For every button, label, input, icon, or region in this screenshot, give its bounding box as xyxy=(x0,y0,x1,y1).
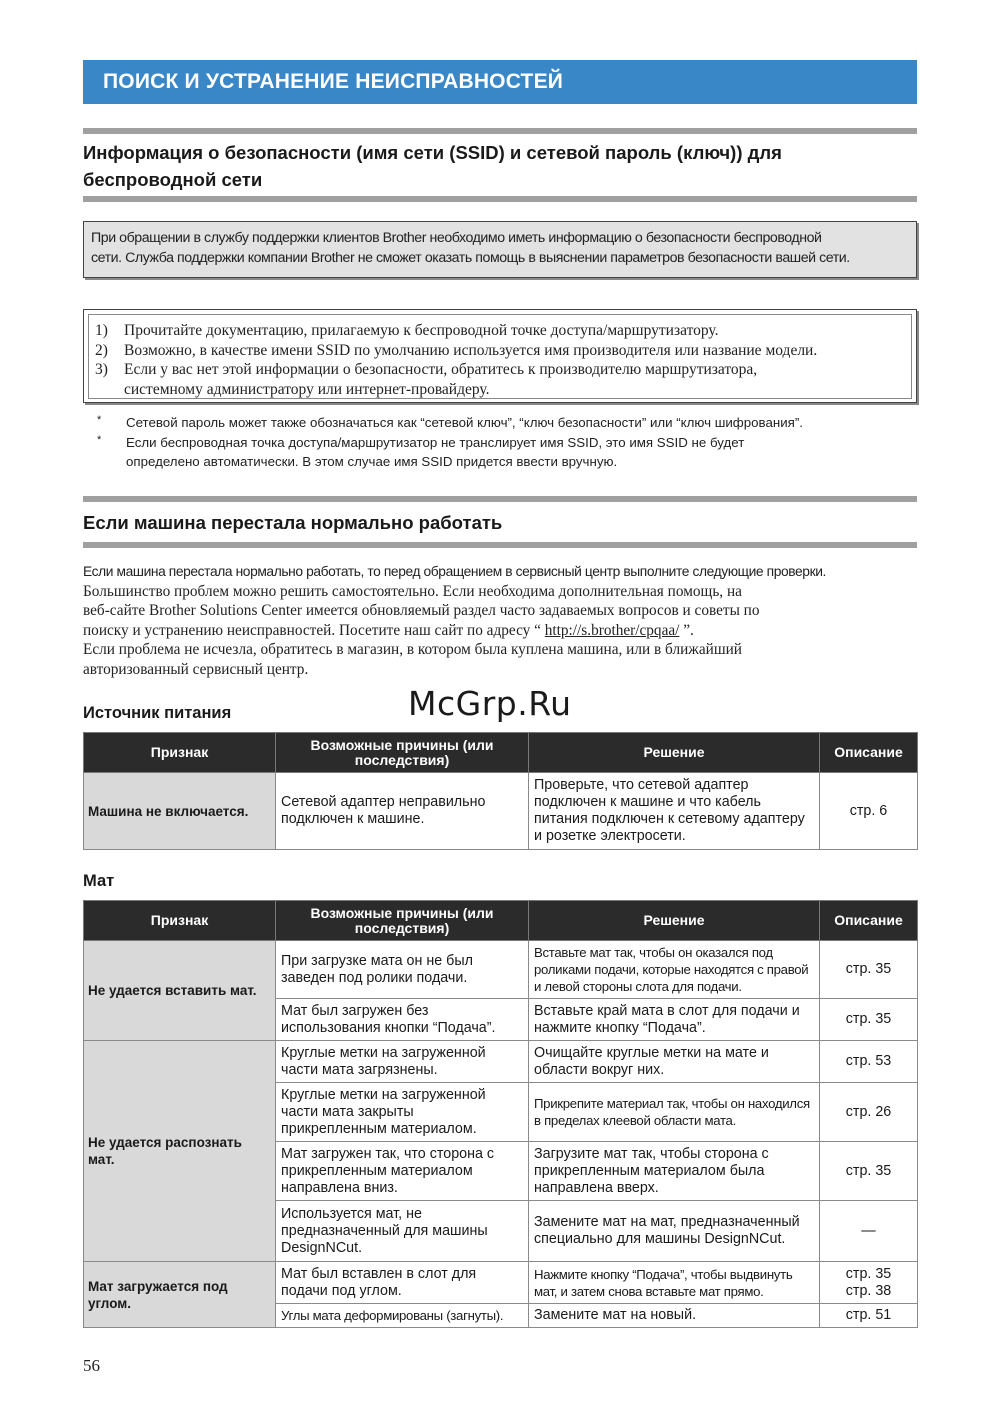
solution-cell: Прикрепите материал так, чтобы он находился в пределах клеевой области мата. xyxy=(529,1083,820,1142)
cause-cell: Углы мата деформированы (загнуты). xyxy=(276,1304,529,1328)
cause-cell: Круглые метки на загруженной части мата закрыты прикрепленным материалом. xyxy=(276,1083,529,1142)
ref-cell: стр. 26 xyxy=(820,1083,918,1142)
solution-cell: Замените мат на мат, предназначенный специально для машины DesignNCut. xyxy=(529,1201,820,1262)
cause-cell: Используется мат, не предназначенный для машины DesignNCut. xyxy=(276,1201,529,1262)
table-row xyxy=(84,941,918,999)
footnote-text: Если беспроводная точка доступа/маршрутизатор не транслирует имя SSID, это имя SSID не будет xyxy=(126,435,745,450)
mat-heading: Мат xyxy=(83,872,115,890)
header-ref: Описание xyxy=(820,733,918,773)
heading-rule-bottom xyxy=(83,196,917,202)
cause-cell: Круглые метки на загруженной части мата загрязнены. xyxy=(276,1041,529,1083)
heading-rule-top xyxy=(83,496,917,502)
cause-cell: Мат был загружен без использования кнопки “Подача”. xyxy=(276,999,529,1041)
banner-title: ПОИСК И УСТРАНЕНИЕ НЕИСПРАВНОСТЕЙ xyxy=(103,70,564,93)
ref-line: стр. 35 xyxy=(845,1265,892,1282)
header-symptom: Признак xyxy=(84,901,276,941)
cause-cell: При загрузке мата он не был заведен под ролики подачи. xyxy=(276,941,529,999)
ref-cell: стр. 6 xyxy=(820,773,918,850)
step-text: Возможно, в качестве имени SSID по умолчанию используется имя производителя или название модели. xyxy=(124,341,818,359)
body-text: поиску и устранению неисправностей. Посетите наш сайт по адресу “ xyxy=(83,621,545,639)
step-text: системному администратору или интернет-провайдеру. xyxy=(124,380,490,398)
header-cause: Возможные причины (или последствия) xyxy=(276,901,529,941)
support-notice-text xyxy=(91,228,913,268)
power-table xyxy=(83,732,918,850)
body-line: веб-сайте Brother Solutions Center имеется обновляемый раздел часто задаваемых вопросов и советы по xyxy=(83,602,760,620)
solution-cell: Вставьте край мата в слот для подачи и нажмите кнопку “Подача”. xyxy=(529,999,820,1041)
ref-cell: стр. 35 xyxy=(820,941,918,999)
cause-cell: Сетевой адаптер неправильно подключен к машине. xyxy=(276,773,529,850)
header-ref: Описание xyxy=(820,901,918,941)
ref-cell: стр. 35 xyxy=(820,1142,918,1201)
body-text: ”. xyxy=(679,621,694,639)
cause-cell: Мат загружен так, что сторона с прикрепленным материалом направлена вниз. xyxy=(276,1142,529,1201)
table-header-row xyxy=(84,901,918,941)
ref-cell: стр. 35 xyxy=(820,999,918,1041)
body-line: Если проблема не исчезла, обратитесь в магазин, в котором была куплена машина, или в ближайший xyxy=(83,641,742,659)
heading-rule-top xyxy=(83,128,917,134)
header-solution: Решение xyxy=(529,901,820,941)
support-notice-box xyxy=(83,221,917,278)
ref-line: стр. 38 xyxy=(845,1282,892,1299)
security-heading-line1: Информация о безопасности (имя сети (SSID) и сетевой пароль (ключ)) для xyxy=(83,142,782,163)
solution-cell: Загрузите мат так, чтобы сторона с прикрепленным материалом была направлена вверх. xyxy=(529,1142,820,1201)
table-header-row xyxy=(84,733,918,773)
step-number: 3) xyxy=(95,361,108,378)
symptom-cell: Машина не включается. xyxy=(84,773,276,850)
mat-table xyxy=(83,900,918,1328)
solution-cell: Нажмите кнопку “Подача”, чтобы выдвинуть мат, и затем снова вставьте мат прямо. xyxy=(529,1262,820,1304)
body-line: авторизованный сервисный центр. xyxy=(83,660,309,678)
header-solution: Решение xyxy=(529,733,820,773)
solution-cell: Проверьте, что сетевой адаптер подключен к машине и что кабель питания подключен к сетевому адаптеру и розетке электросети. xyxy=(529,773,820,850)
page-number: 56 xyxy=(83,1356,100,1375)
support-site-link[interactable]: http://s.brother/cpqaa/ xyxy=(544,621,680,639)
symptom-cell: Мат загружается под углом. xyxy=(84,1262,276,1328)
symptom-cell: Не удается распознать мат. xyxy=(84,1041,276,1262)
solution-cell: Очищайте круглые метки на мате и области вокруг них. xyxy=(529,1041,820,1083)
body-line-with-link xyxy=(83,621,917,641)
footnote-text: Сетевой пароль может также обозначаться как “сетевой ключ”, “ключ безопасности” или “ключ шифрования”. xyxy=(126,415,803,430)
table-row xyxy=(84,1041,918,1083)
steps-box xyxy=(83,309,917,403)
step-number: 2) xyxy=(95,341,108,359)
step-text: Если у вас нет этой информации о безопасности, обратитесь к производителю маршрутизатора, xyxy=(124,361,758,378)
header-symptom: Признак xyxy=(84,733,276,773)
section-banner xyxy=(83,60,917,104)
solution-cell: Замените мат на новый. xyxy=(529,1304,820,1328)
ref-cell: — xyxy=(820,1201,918,1262)
asterisk-icon: * xyxy=(97,434,102,446)
table-row xyxy=(84,1262,918,1304)
malfunction-heading: Если машина перестала нормально работать xyxy=(83,512,503,533)
steps-inner-frame xyxy=(88,314,912,399)
body-line: Большинство проблем можно решить самостоятельно. Если необходима дополнительная помощь, на xyxy=(83,582,742,600)
body-line: Если машина перестала нормально работать, то перед обращением в сервисный центр выполните следующие проверки. xyxy=(83,564,826,579)
security-heading xyxy=(83,139,782,193)
ref-cell: стр. 51 xyxy=(820,1304,918,1328)
symptom-cell: Не удается вставить мат. xyxy=(84,941,276,1041)
power-heading: Источник питания xyxy=(83,704,232,722)
malfunction-body xyxy=(83,562,917,680)
ref-cell xyxy=(820,1262,918,1304)
solution-cell: Вставьте мат так, чтобы он оказался под роликами подачи, которые находятся с правой и левой стороны слота для подачи. xyxy=(529,941,820,999)
step-number: 1) xyxy=(95,322,108,339)
notice-line2: сети. Служба поддержки компании Brother не сможет оказать помощь в выяснении параметров безопасности вашей сети. xyxy=(91,250,850,266)
asterisk-icon: * xyxy=(97,414,102,426)
security-heading-line2: беспроводной сети xyxy=(83,169,263,190)
cause-cell: Мат был вставлен в слот для подачи под углом. xyxy=(276,1262,529,1304)
header-cause: Возможные причины (или последствия) xyxy=(276,733,529,773)
footnote-text: определено автоматически. В этом случае имя SSID придется ввести вручную. xyxy=(126,454,618,469)
heading-rule-bottom xyxy=(83,542,917,548)
step-text: Прочитайте документацию, прилагаемую к беспроводной точке доступа/маршрутизатору. xyxy=(124,322,719,339)
table-row xyxy=(84,773,918,850)
ref-cell: стр. 53 xyxy=(820,1041,918,1083)
watermark: McGrp.Ru xyxy=(408,684,572,723)
notice-line1: При обращении в службу поддержки клиентов Brother необходимо иметь информацию о безопасности беспроводной xyxy=(91,230,822,246)
